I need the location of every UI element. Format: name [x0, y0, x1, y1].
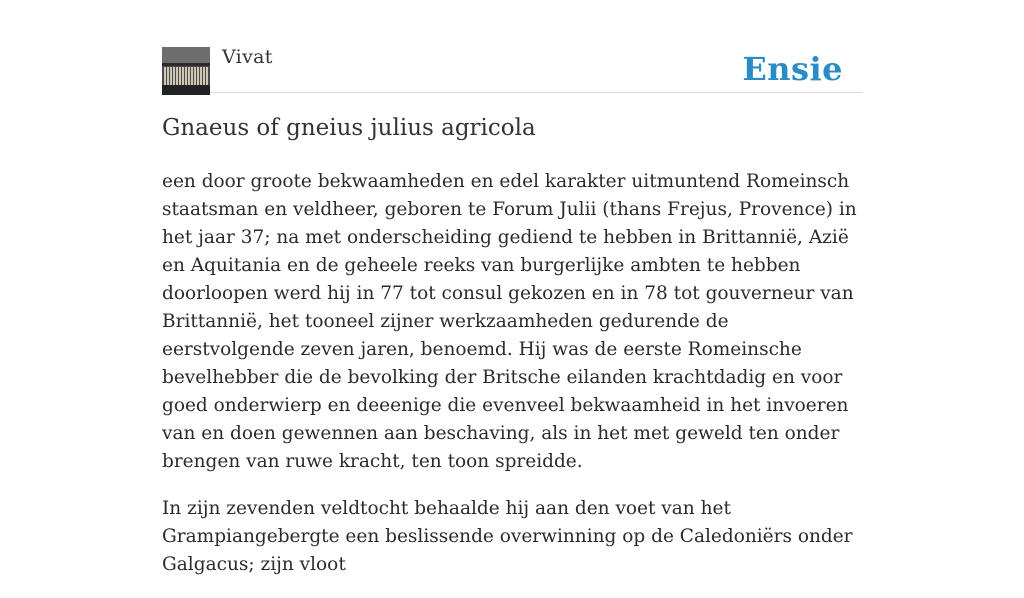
content-container — [162, 0, 862, 575]
article-body — [162, 168, 862, 598]
paragraph: een door groote bekwaamheden en edel karakter uitmuntend Romeinsch staatsman en veldheer, geboren te Forum Julii (thans Frejus, Provence) in het jaar 37; na met onderscheiding gediend te hebben in Brittannië, Azië en Aquitania en de geheele reeks van burgerlijke ambten te hebben doorloopen werd hij in 77 tot consul gekozen en in 78 tot gouverneur van Brittannië, het tooneel zijner werkzaamheden gedurende de eerstvolgende zeven jaren, benoemd. Hij was de eerste Romeinsche bevelhebber die de bevolking der Britsche eilanden krachtdadig en voor goed onderwierp en deeenige die evenveel bekwaamheid in het invoeren van en doen gewennen aan beschaving, als in het met geweld ten onder brengen van ruwe kracht, ten toon spreidde. — [162, 171, 857, 472]
username[interactable]: Vivat — [222, 46, 273, 68]
avatar[interactable] — [162, 47, 210, 95]
page-title: Gnaeus of gneius julius agricola — [162, 115, 536, 141]
header — [162, 0, 862, 93]
bookshelf-avatar-icon — [162, 47, 210, 95]
paragraph: In zijn zevenden veldtocht behaalde hij aan den voet van het Grampiangebergte een beslissende overwinning op de Caledoniërs onder Galgacus; zijn vloot — [162, 498, 853, 575]
brand-logo[interactable]: Ensie — [742, 50, 843, 88]
